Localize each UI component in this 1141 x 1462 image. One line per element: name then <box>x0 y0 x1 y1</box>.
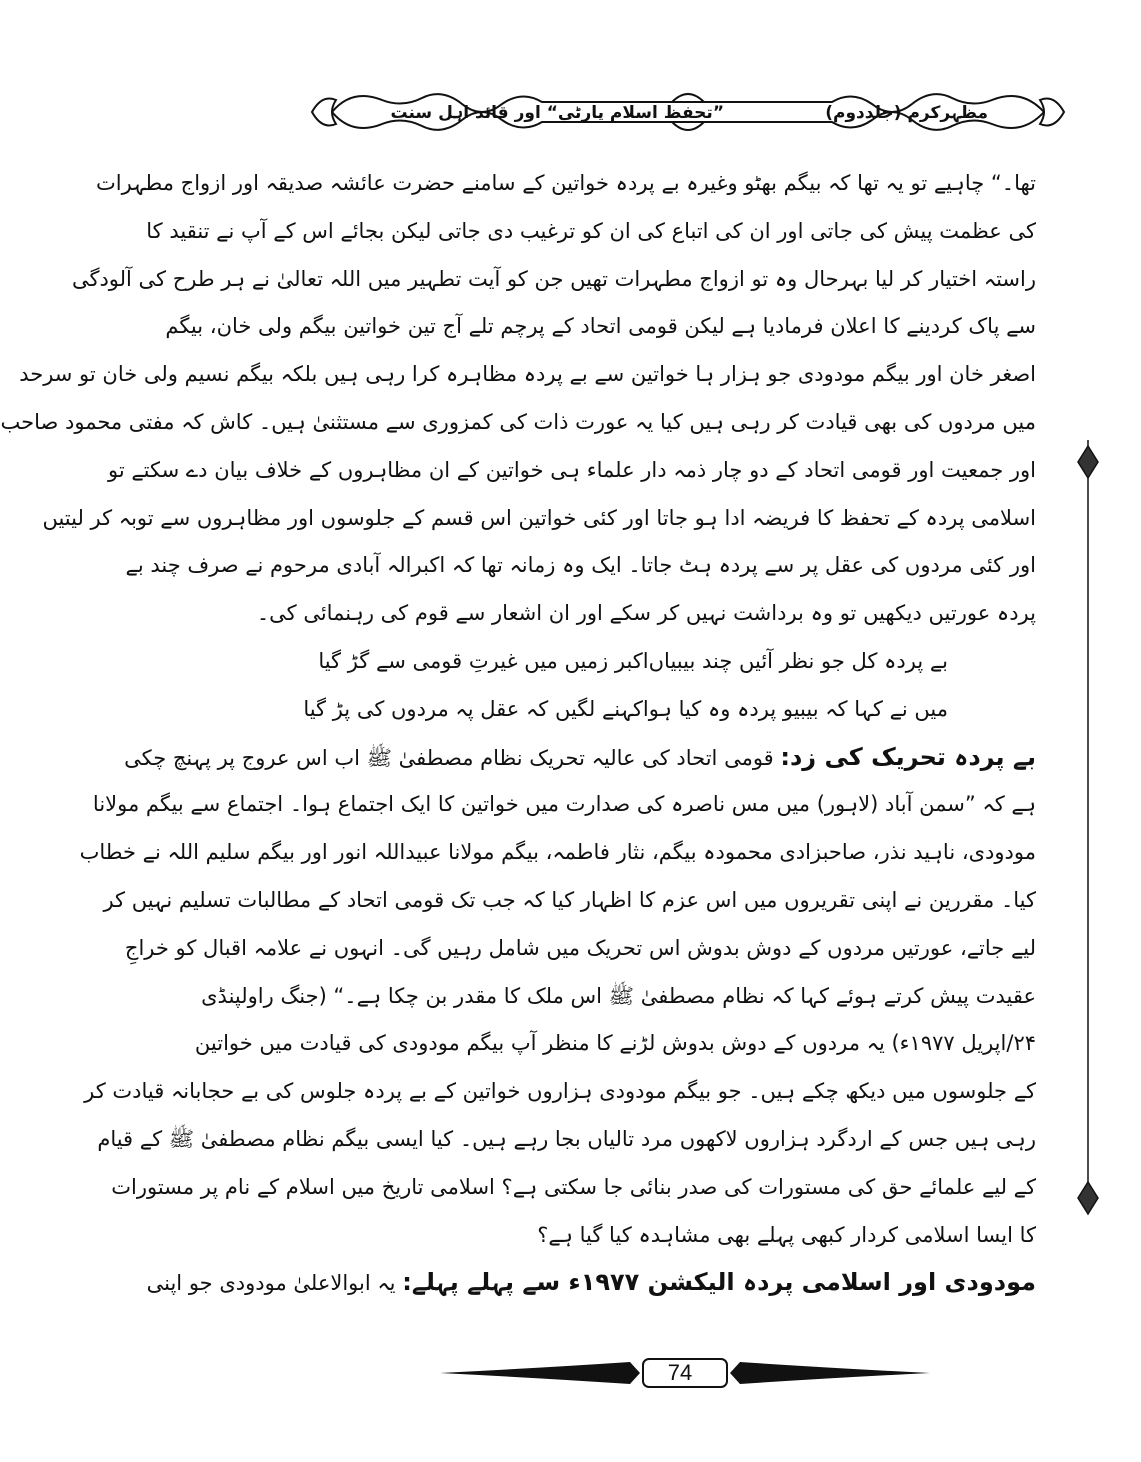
text-line: پردہ عورتیں دیکھیں تو وہ برداشت نہیں کر سکے اور ان اشعار سے قوم کی رہنمائی کی۔ <box>256 601 1036 626</box>
text-line <box>146 1259 1036 1307</box>
verse-right: میں نے کہا کہ بیبیو پردہ وہ کیا ہوا <box>642 696 948 721</box>
text-line: رہی ہیں جس کے اردگرد ہزاروں لاکھوں مرد تالیاں بجا رہے ہیں۔ کیا ایسی بیگم نظام مصطفیٰ ﷺ کے قیام <box>97 1126 1036 1151</box>
text-line: تھا۔“ چاہیے تو یہ تھا کہ بیگم بھٹو وغیرہ بے پردہ خواتین کے سامنے حضرت عائشہ صدیقہ اور ازواج مطہرات <box>96 171 1036 195</box>
text-line: ۲۴/اپریل ۱۹۷۷ء) یہ مردوں کے دوش بدوش لڑنے کا منظر آپ بیگم مودودی کی قیادت میں خواتین <box>194 1031 1036 1056</box>
page-body <box>0 160 1036 1307</box>
couplet <box>298 686 1036 734</box>
verse-left: کہنے لگیں کہ عقل پہ مردوں کی پڑ گیا <box>303 696 643 721</box>
page-header <box>292 80 1084 144</box>
text-line <box>124 734 1036 782</box>
verse-left: اکبر زمیں میں غیرتِ قومی سے گڑ گیا <box>318 648 649 673</box>
text-line: میں مردوں کی بھی قیادت کر رہی ہیں کیا یہ عورت ذات کی کمزوری سے مستثنیٰ ہیں۔ کاش کہ مفتی محمود صاحب <box>0 409 1036 434</box>
text-line: کیا۔ مقررین نے اپنی تقریروں میں اس عزم کا اظہار کیا کہ جب تک قومی اتحاد کے مطالبات تسلیم نہیں کر <box>103 887 1036 912</box>
text-line: اصغر خان اور بیگم مودودی جو ہزار ہا خواتین سے بے پردہ مظاہرہ کرا رہی ہیں بلکہ بیگم نسیم ولی خان تو سرحد <box>19 362 1036 387</box>
text-line: لیے جاتے، عورتیں مردوں کے دوش بدوش اس تحریک میں شامل رہیں گی۔ انہوں نے علامہ اقبال کو خراجِ <box>124 935 1036 960</box>
couplet <box>298 638 1036 686</box>
text-run: قومی اتحاد کی عالیہ تحریک نظام مصطفیٰ ﷺ اب اس عروج پر پہنچ چکی <box>124 745 781 770</box>
text-line: کی عظمت پیش کی جاتی اور ان کی اتباع کی ان کو ترغیب دی جاتی لیکن بجائے اس کے آپ نے تنقید کا <box>146 218 1036 243</box>
book-title: مظہرکرم (جلددوم) <box>825 103 988 123</box>
text-line: سے پاک کردینے کا اعلان فرمادیا ہے لیکن قومی اتحاد کے پرچم تلے آج تین خواتین بیگم ولی خان، بیگم <box>165 314 1036 339</box>
page-number: 74 <box>667 1360 693 1385</box>
text-line: کے جلوسوں میں دیکھ چکے ہیں۔ جو بیگم مودودی ہزاروں خواتین کے بے پردہ جلوس کی بے حجابانہ قیادت کر <box>84 1079 1036 1104</box>
text-line: اسلامی پردہ کے تحفظ کا فریضہ ادا ہو جاتا اور کئی خواتین اس قسم کے جلوسوں اور مظاہروں سے توبہ کر لیتیں <box>42 505 1036 530</box>
text-line: عقیدت پیش کرتے ہوئے کہا کہ نظام مصطفیٰ ﷺ اس ملک کا مقدر بن چکا ہے۔“ (جنگ راولپنڈی <box>201 983 1036 1008</box>
text-line: راستہ اختیار کر لیا بہرحال وہ تو ازواج مطہرات تھیں جن کو آیت تطہیر میں اللہ تعالیٰ نے ہر طرح کی آلودگی <box>71 266 1036 291</box>
chapter-title: ”تحفظ اسلام پارٹی“ اور قائد اہل سنت <box>390 103 724 123</box>
section-heading: بے پردہ تحریک کی زد: <box>780 742 1036 771</box>
text-line: اور جمعیت اور قومی اتحاد کے دو چار ذمہ دار علماء ہی خواتین کے ان مظاہروں کے خلاف بیان دے سکتے تو <box>108 457 1036 482</box>
text-line: کے لیے علمائے حق کی مستورات کی صدر بنائی جا سکتی ہے؟ اسلامی تاریخ میں اسلام کے نام پر مستورات <box>111 1174 1036 1199</box>
section-heading: مودودی اور اسلامی پردہ الیکشن ۱۹۷۷ء سے پہلے پہلے: <box>402 1268 1036 1297</box>
verse-right: بے پردہ کل جو نظر آئیں چند بیبیاں <box>648 648 948 673</box>
text-line: اور کئی مردوں کی عقل پر سے پردہ ہٹ جاتا۔ ایک وہ زمانہ تھا کہ اکبرالہ آبادی مرحوم نے صرف چند بے <box>125 553 1036 578</box>
text-line: کا ایسا اسلامی کردار کبھی پہلے بھی مشاہدہ کیا گیا ہے؟ <box>537 1222 1036 1247</box>
text-run: یہ ابوالاعلیٰ مودودی جو اپنی <box>146 1271 403 1296</box>
text-line: ہے کہ ”سمن آباد (لاہور) میں مس ناصرہ کی صدارت میں خواتین کا ایک اجتماع ہوا۔ اجتماع سے بیگم مولانا <box>92 792 1036 817</box>
side-ornament-icon <box>1074 440 1102 1220</box>
text-line: مودودی، ناہید نذر، صاحبزادی محمودہ بیگم، نثار فاطمہ، بیگم مولانا عبیداللہ انور اور بیگم سلیم اللہ نے خطاب <box>79 840 1036 865</box>
